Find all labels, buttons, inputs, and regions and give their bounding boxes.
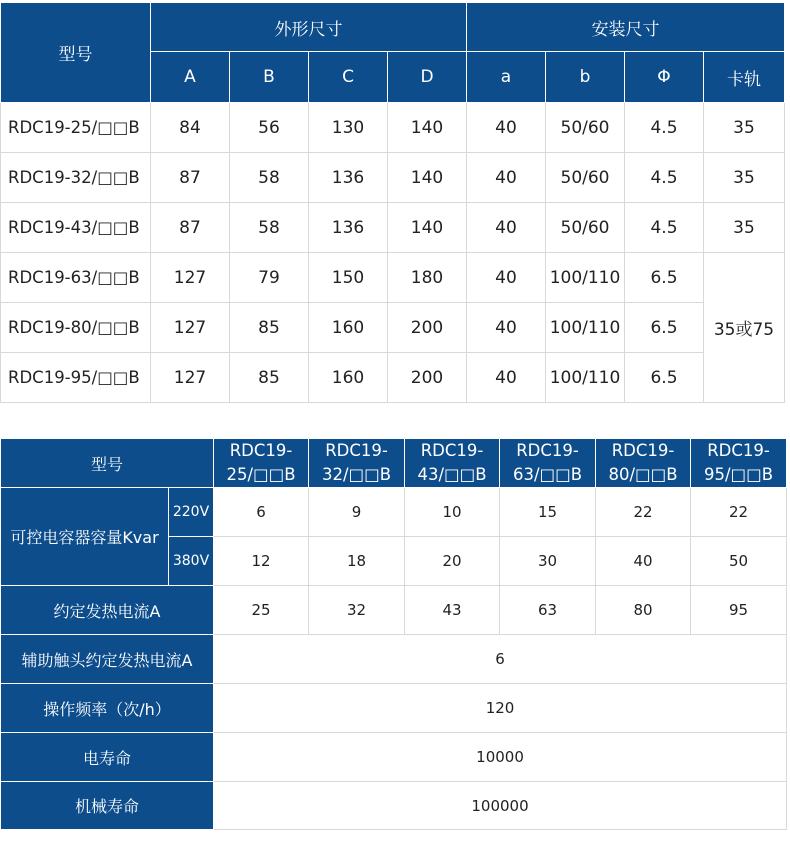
- value-cell: 4.5: [625, 103, 704, 153]
- col-header-a: a: [467, 52, 546, 103]
- model-cell: RDC19-95/□□B: [1, 353, 151, 403]
- value-cell: 136: [309, 203, 388, 253]
- table-row: [1, 103, 785, 153]
- value-cell: 100/110: [546, 303, 625, 353]
- value-cell: 136: [309, 153, 388, 203]
- model-column-header: RDC19- 25/□□B: [214, 439, 309, 488]
- value-cell: 85: [230, 353, 309, 403]
- electrical-life-label: 电寿命: [1, 733, 214, 782]
- value-cell: 140: [388, 153, 467, 203]
- value-cell: 4.5: [625, 153, 704, 203]
- capacity-label: 可控电容器容量Kvar: [1, 488, 169, 586]
- model-column-header: RDC19- 32/□□B: [309, 439, 405, 488]
- table-row: [1, 353, 785, 403]
- value-cell: 6.5: [625, 253, 704, 303]
- table-row: [1, 303, 785, 353]
- value-cell: 15: [500, 488, 596, 537]
- value-cell: 87: [151, 203, 230, 253]
- value-cell: 150: [309, 253, 388, 303]
- table-row: [1, 586, 787, 635]
- value-cell: 58: [230, 153, 309, 203]
- value-cell: 18: [309, 537, 405, 586]
- value-cell: 50/60: [546, 153, 625, 203]
- value-cell: 12: [214, 537, 309, 586]
- spec-table: [0, 438, 787, 830]
- col-header-A: A: [151, 52, 230, 103]
- value-cell: 30: [500, 537, 596, 586]
- value-cell: 63: [500, 586, 596, 635]
- value-cell: 50: [691, 537, 787, 586]
- value-cell: 84: [151, 103, 230, 153]
- voltage-220-label: 220V: [169, 488, 214, 537]
- value-cell: 160: [309, 353, 388, 403]
- value-cell: 43: [405, 586, 500, 635]
- value-cell: 6.5: [625, 303, 704, 353]
- value-cell: 79: [230, 253, 309, 303]
- value-cell: 56: [230, 103, 309, 153]
- value-cell: 127: [151, 353, 230, 403]
- value-cell: 200: [388, 303, 467, 353]
- value-cell: 20: [405, 537, 500, 586]
- table-row: [1, 684, 787, 733]
- model-column-header: RDC19- 43/□□B: [405, 439, 500, 488]
- value-cell: 22: [691, 488, 787, 537]
- value-cell: 50/60: [546, 103, 625, 153]
- value-cell: 40: [467, 103, 546, 153]
- dimensions-table: [0, 2, 785, 403]
- model-cell: RDC19-32/□□B: [1, 153, 151, 203]
- voltage-380-label: 380V: [169, 537, 214, 586]
- col-header-b: b: [546, 52, 625, 103]
- outer-dimensions-header: 外形尺寸: [151, 3, 467, 52]
- rail-cell: 35: [704, 203, 785, 253]
- rail-cell: 35或75: [704, 253, 785, 403]
- value-cell: 87: [151, 153, 230, 203]
- heat-current-label: 约定发热电流A: [1, 586, 214, 635]
- value-cell: 40: [467, 353, 546, 403]
- value-cell: 10: [405, 488, 500, 537]
- model-cell: RDC19-80/□□B: [1, 303, 151, 353]
- value-cell: 127: [151, 253, 230, 303]
- value-cell: 9: [309, 488, 405, 537]
- col-header-C: C: [309, 52, 388, 103]
- model-column-header: RDC19- 80/□□B: [596, 439, 691, 488]
- table-row: [1, 488, 787, 537]
- value-cell: 32: [309, 586, 405, 635]
- table-row: [1, 153, 785, 203]
- mechanical-life-label: 机械寿命: [1, 782, 214, 830]
- value-cell: 160: [309, 303, 388, 353]
- model-column-header: RDC19- 95/□□B: [691, 439, 787, 488]
- col-header-B: B: [230, 52, 309, 103]
- value-cell: 58: [230, 203, 309, 253]
- col-header-rail: 卡轨: [704, 52, 785, 103]
- model-cell: RDC19-63/□□B: [1, 253, 151, 303]
- value-cell: 100/110: [546, 253, 625, 303]
- value-cell: 200: [388, 353, 467, 403]
- value-cell: 40: [596, 537, 691, 586]
- rail-cell: 35: [704, 153, 785, 203]
- install-dimensions-header: 安装尺寸: [467, 3, 785, 52]
- col-header-D: D: [388, 52, 467, 103]
- electrical-life-value: 10000: [214, 733, 787, 782]
- value-cell: 40: [467, 253, 546, 303]
- value-cell: 95: [691, 586, 787, 635]
- table-row: [1, 733, 787, 782]
- col-header-phi: Φ: [625, 52, 704, 103]
- value-cell: 140: [388, 103, 467, 153]
- value-cell: 25: [214, 586, 309, 635]
- value-cell: 85: [230, 303, 309, 353]
- frequency-label: 操作频率（次/h）: [1, 684, 214, 733]
- value-cell: 22: [596, 488, 691, 537]
- value-cell: 40: [467, 153, 546, 203]
- value-cell: 6.5: [625, 353, 704, 403]
- value-cell: 127: [151, 303, 230, 353]
- table-row: [1, 203, 785, 253]
- spec-model-header: 型号: [1, 439, 214, 488]
- rail-cell: 35: [704, 103, 785, 153]
- value-cell: 40: [467, 303, 546, 353]
- aux-current-value: 6: [214, 635, 787, 684]
- value-cell: 40: [467, 203, 546, 253]
- value-cell: 6: [214, 488, 309, 537]
- value-cell: 80: [596, 586, 691, 635]
- value-cell: 4.5: [625, 203, 704, 253]
- table-row: [1, 782, 787, 830]
- model-cell: RDC19-43/□□B: [1, 203, 151, 253]
- value-cell: 140: [388, 203, 467, 253]
- model-header: 型号: [1, 3, 151, 103]
- model-column-header: RDC19- 63/□□B: [500, 439, 596, 488]
- aux-current-label: 辅助触头约定发热电流A: [1, 635, 214, 684]
- table-row: [1, 635, 787, 684]
- table-row: [1, 253, 785, 303]
- value-cell: 100/110: [546, 353, 625, 403]
- value-cell: 180: [388, 253, 467, 303]
- frequency-value: 120: [214, 684, 787, 733]
- value-cell: 50/60: [546, 203, 625, 253]
- value-cell: 130: [309, 103, 388, 153]
- model-cell: RDC19-25/□□B: [1, 103, 151, 153]
- mechanical-life-value: 100000: [214, 782, 787, 830]
